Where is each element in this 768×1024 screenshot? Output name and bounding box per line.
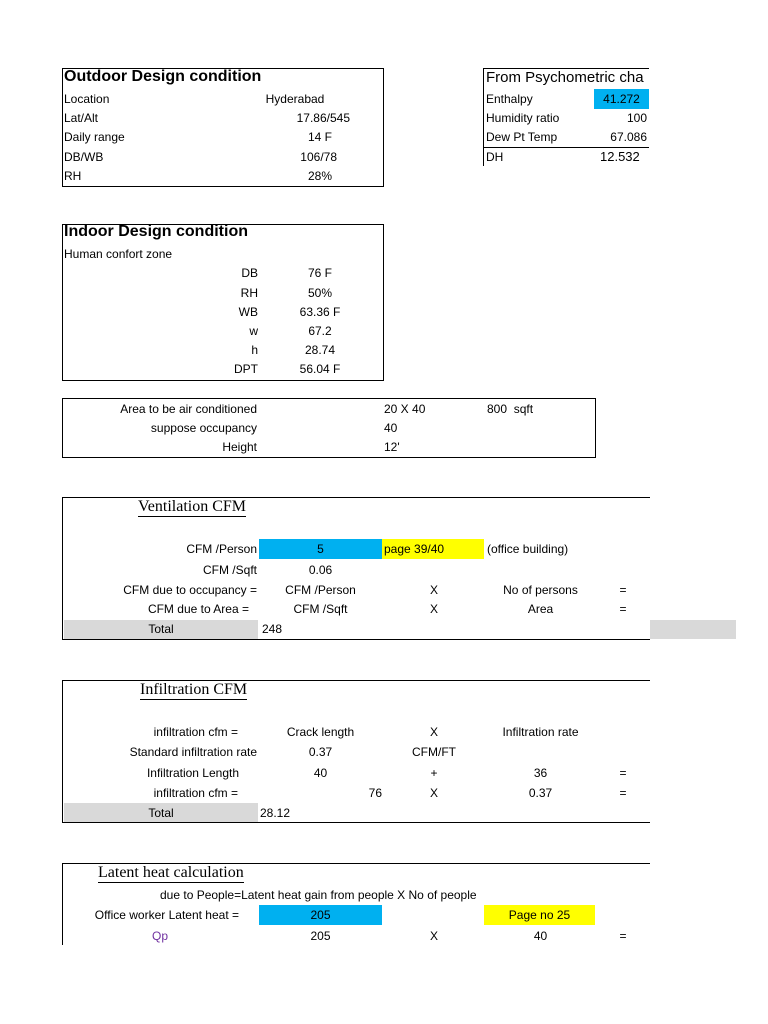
cfm-person-note: (office building) [487,542,569,556]
outdoor-label-daily-range: Daily range [64,130,125,144]
infiltration-calc-eq: = [619,786,627,800]
infiltration-calc-label: infiltration cfm = [153,786,238,800]
std-infiltration-label: Standard infiltration rate [129,745,257,759]
area-value-dimensions: 20 X 40 [384,402,426,416]
cfm-area-a: CFM /Sqft [293,602,348,616]
infiltration-calc-b: 0.37 [528,786,553,800]
ventilation-bottom-border [62,639,650,640]
psychro-label-dewpt: Dew Pt Temp [486,130,558,144]
latent-description: due to People=Latent heat gain from people X No of people [160,888,477,902]
infiltration-calc-op: X [429,786,438,800]
cfm-occupancy-op: X [429,583,438,597]
psychro-label-dh: DH [486,150,504,164]
area-label-conditioned: Area to be air conditioned [120,402,257,416]
ventilation-title: Ventilation CFM [138,498,247,515]
area-label-height: Height [222,440,257,454]
ventilation-total-row-right [650,620,736,639]
cfm-sqft-label: CFM /Sqft [202,563,257,577]
outdoor-label-dbwb: DB/WB [64,150,104,164]
psychro-label-enthalpy: Enthalpy [486,92,533,106]
indoor-value-rh: 50% [307,286,333,300]
indoor-subtitle: Human confort zone [64,247,173,261]
psychro-value-dh: 12.532 [600,149,640,164]
indoor-value-h: 28.74 [304,343,336,357]
ventilation-total-label: Total [148,622,174,636]
indoor-value-dpt: 56.04 F [299,362,341,376]
latent-title: Latent heat calculation [98,864,244,881]
office-worker-value: 205 [259,905,382,925]
cfm-occupancy-a: CFM /Person [285,583,356,597]
latent-left-border [62,863,63,945]
area-value-height: 12' [384,440,400,454]
infiltration-formula-op: X [429,725,438,739]
area-label-occupancy: suppose occupancy [150,421,257,435]
indoor-title: Indoor Design condition [64,223,248,240]
qp-a: 205 [310,929,331,943]
indoor-label-rh: RH [240,286,258,300]
office-worker-ref: Page no 25 [484,905,595,925]
outdoor-value-latalt: 17.86/545 [296,111,350,125]
std-infiltration-unit: CFM/FT [412,745,456,759]
infiltration-length-label: Infiltration Length [146,766,239,780]
indoor-label-w: w [249,324,258,338]
psychro-value-enthalpy: 41.272 [594,89,649,109]
infiltration-title: Infiltration CFM [140,681,248,698]
psychro-value-dewpt: 67.086 [610,130,647,144]
infiltration-formula-b: Infiltration rate [502,725,579,739]
qp-eq: = [619,929,627,943]
area-value-occupancy: 40 [384,421,398,435]
indoor-label-dpt: DPT [234,362,258,376]
infiltration-length-b: 36 [533,766,548,780]
cfm-area-label: CFM due to Area = [147,602,249,616]
cfm-occupancy-eq: = [619,583,627,597]
office-worker-label: Office worker Latent heat = [94,908,239,922]
outdoor-value-rh: 28% [307,169,332,183]
infiltration-left-border [62,680,63,823]
infiltration-length-a: 40 [313,766,328,780]
outdoor-label-location: Location [64,92,110,106]
cfm-occupancy-b: No of persons [503,583,578,597]
qp-label: Qp [151,929,168,943]
indoor-label-h: h [251,343,258,357]
indoor-label-db: DB [241,266,258,280]
infiltration-formula-label: infiltration cfm = [153,725,238,739]
outdoor-title: Outdoor Design condition [64,68,262,85]
qp-op: X [429,929,438,943]
infiltration-bottom-border [62,822,650,823]
outdoor-value-daily-range: 14 F [307,130,332,144]
cfm-occupancy-label: CFM due to occupancy = [123,583,257,597]
cfm-sqft-value: 0.06 [308,563,333,577]
outdoor-value-location: Hyderabad [265,92,325,106]
cfm-area-b: Area [527,602,554,616]
qp-b: 40 [533,929,548,943]
psychro-value-humidity: 100 [626,111,647,125]
area-value-sqft: 800 sqft [487,402,534,416]
ventilation-left-border [62,497,63,640]
psychro-title: From Psychometric cha [486,69,644,86]
ventilation-total-value: 248 [262,622,283,636]
cfm-person-value: 5 [259,539,382,559]
cfm-person-ref: page 39/40 [382,539,484,559]
infiltration-length-op: + [430,766,438,780]
psychro-left-border [483,68,484,166]
cfm-person-label: CFM /Person [186,542,257,556]
indoor-value-db: 76 F [307,266,332,280]
psychro-dh-divider [483,147,649,148]
psychro-label-humidity: Humidity ratio [486,111,560,125]
infiltration-length-eq: = [619,766,627,780]
outdoor-label-latalt: Lat/Alt [64,111,99,125]
outdoor-label-rh: RH [64,169,82,183]
indoor-value-w: 67.2 [308,324,332,338]
cfm-area-op: X [429,602,438,616]
infiltration-total-value: 28.12 [260,806,291,820]
indoor-label-wb: WB [238,305,258,319]
infiltration-formula-a: Crack length [286,725,355,739]
cfm-area-eq: = [619,602,627,616]
indoor-value-wb: 63.36 F [299,305,341,319]
outdoor-value-dbwb: 106/78 [300,150,337,164]
infiltration-total-label: Total [148,806,174,820]
std-infiltration-value: 0.37 [308,745,333,759]
infiltration-calc-a: 76 [368,786,382,800]
